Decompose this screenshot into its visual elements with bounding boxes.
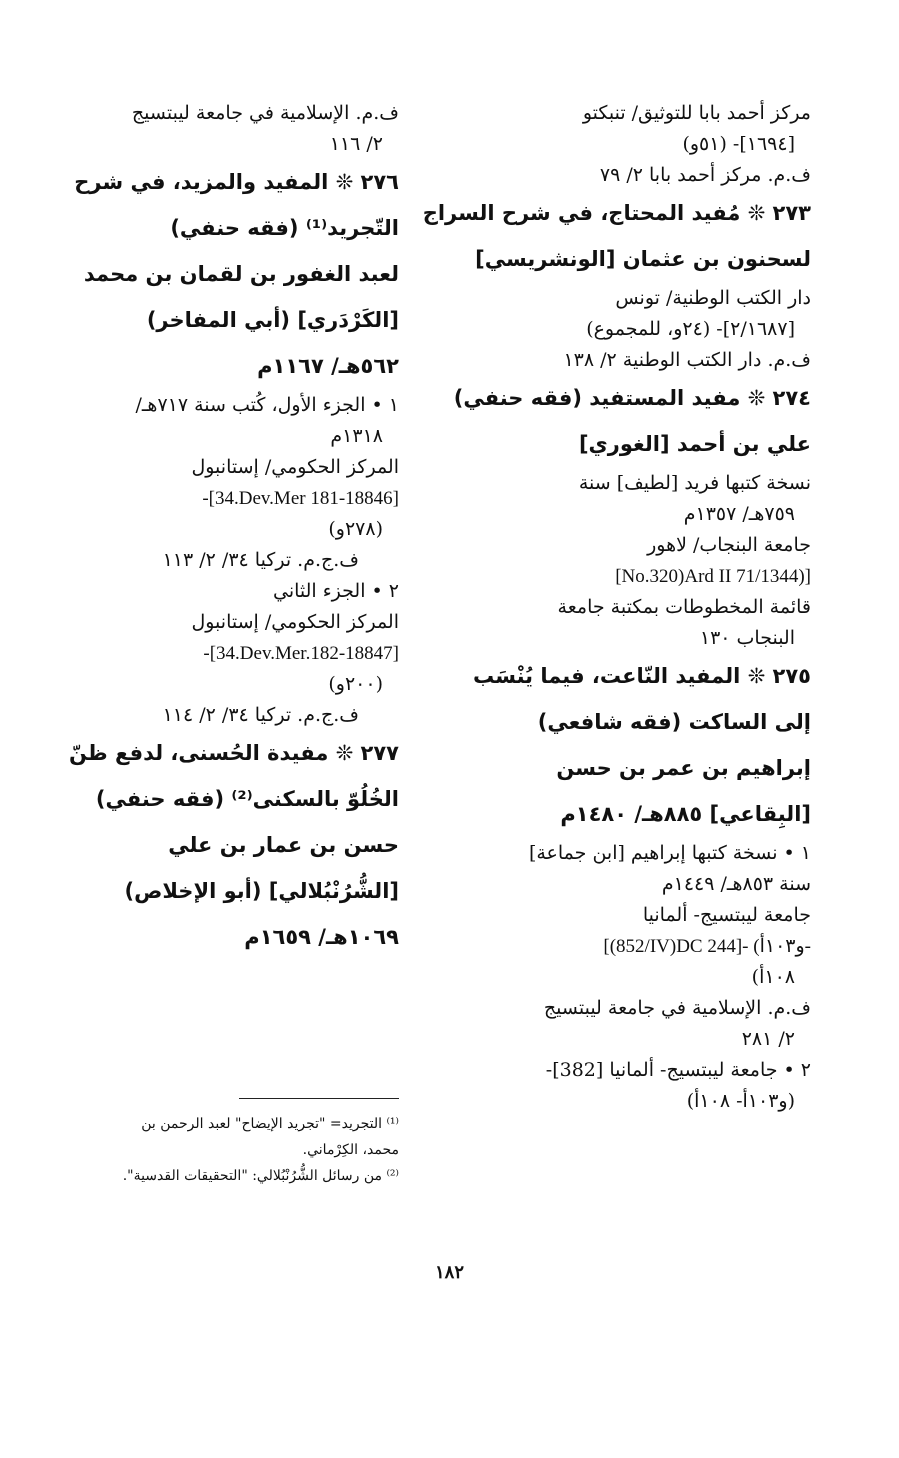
footnote-line: ⁽¹⁾ التجريد= "تجريد الإيضاح" لعبد الرحمن بن [141,1116,399,1132]
text-line: [No.320)Ard II 71/1344)] [615,566,811,587]
entry-heading-line: ٢٧٦ ❊ المفيد والمزيد، في شرح [74,170,399,194]
text-line: مركز أحمد بابا للتوثيق/ تنبكتو [582,102,811,124]
text-line: ف.ج.م. تركيا ٣٤/ ٢/ ١١٣ [162,549,359,571]
left-column [69,98,399,961]
footnote-line: ⁽²⁾ من رسائل الشُّرُنْبُلالي: "التحقيقات القدسية". [122,1168,399,1184]
text-line: ٢ • جامعة ليبتسيج- ألمانيا [382]- [545,1059,811,1081]
text-line: سنة ٨٥٣هـ/ ١٤٤٩م [661,873,811,895]
entry-heading-line: لسحنون بن عثمان [الونشريسي] [475,247,811,271]
text-line: ٢/ ١١٦ [329,133,383,155]
text-line: (٢٠٠و) [328,673,383,695]
right-column [422,98,811,1117]
text-line: نسخة كتبها فريد [لطيف] سنة [578,472,811,494]
entry-heading-line: لعبد الغفور بن لقمان بن محمد [83,262,399,286]
text-line: -[34.Dev.Mer.182-18847] [203,643,399,664]
text-line: ف.ج.م. تركيا ٣٤/ ٢/ ١١٤ [162,704,359,726]
text-line: ١ • الجزء الأول، كُتب سنة ٧١٧هـ/ [135,394,399,416]
text-line: جامعة ليبتسيج- ألمانيا [642,904,811,926]
entry-heading-line: [الكَرْدَري] (أبي المفاخر) [146,308,399,332]
text-line: المركز الحكومي/ إستانبول [191,611,399,633]
footnote-line: محمد، الكِرْماني. [302,1142,399,1158]
entry-heading-line: ٢٧٣ ❊ مُفيد المحتاج، في شرح السراج [422,201,811,225]
text-line: [١٦٩٤]- (٥١و) [682,133,795,155]
footnotes [99,1098,399,1189]
text-line: (و١٠٣أ- ١٠٨أ) [686,1090,795,1112]
text-line: ١٣١٨م [330,425,383,447]
text-line: ف.م. دار الكتب الوطنية ٢/ ١٣٨ [563,349,811,371]
entry-heading-line: [البِقاعي] ٨٨٥هـ/ ١٤٨٠م [560,802,811,826]
text-line: البنجاب ١٣٠ [699,627,795,649]
text-line: دار الكتب الوطنية/ تونس [615,287,811,309]
text-line: (٢٧٨و) [328,518,383,540]
text-line: ٢ • الجزء الثاني [272,580,399,602]
text-line: ١ • نسخة كتبها إبراهيم [ابن جماعة] [528,842,811,864]
entry-heading-line: ٢٧٥ ❊ المفيد النّاعت، فيما يُنْسَب [472,664,811,688]
text-line: -[34.Dev.Mer 181-18846] [202,488,399,509]
entry-heading-line: ٢٧٧ ❊ مفيدة الحُسنى، لدفع ظنّ [69,741,399,765]
text-line: ٢/ ٢٨١ [741,1028,795,1050]
text-line: [٢/١٦٨٧]- (٢٤و، للمجموع) [586,318,795,340]
entry-heading-line: ٢٧٤ ❊ مفيد المستفيد (فقه حنفي) [453,386,811,410]
entry-heading-line: علي بن أحمد [الغوري] [578,432,811,456]
page-number: ١٨٢ [434,1262,464,1283]
entry-heading-line: ١٠٦٩هـ/ ١٦٥٩م [244,925,399,949]
text-line: ف.م. الإسلامية في جامعة ليبتسيج [543,997,811,1019]
entry-heading-line: الخُلُوّ بالسكنى⁽²⁾ (فقه حنفي) [95,787,399,811]
text-line: [(852/IV)DC 244]- (و١٠٣أ- [603,936,811,957]
entry-heading-line: حسن بن عمار بن علي [168,833,399,857]
entry-heading-line: إبراهيم بن عمر بن حسن [556,756,811,780]
text-line: قائمة المخطوطات بمكتبة جامعة [557,596,811,618]
entry-heading-line: إلى الساكت (فقه شافعي) [537,710,811,734]
entry-heading-line: [الشُّرُنْبُلالي] (أبو الإخلاص) [124,879,399,903]
text-line: ف.م. مركز أحمد بابا ٢/ ٧٩ [599,164,811,186]
text-line: ف.م. الإسلامية في جامعة ليبتسيج [131,102,399,124]
text-line: ٧٥٩هـ/ ١٣٥٧م [683,503,795,525]
footnote-divider [239,1098,399,1099]
text-line: جامعة البنجاب/ لاهور [647,534,811,556]
text-line: المركز الحكومي/ إستانبول [191,456,399,478]
entry-heading-line: ٥٦٢هـ/ ١١٦٧م [257,354,399,378]
text-line: ١٠٨أ) [751,966,795,988]
entry-heading-line: التّجريد⁽¹⁾ (فقه حنفي) [170,216,399,240]
